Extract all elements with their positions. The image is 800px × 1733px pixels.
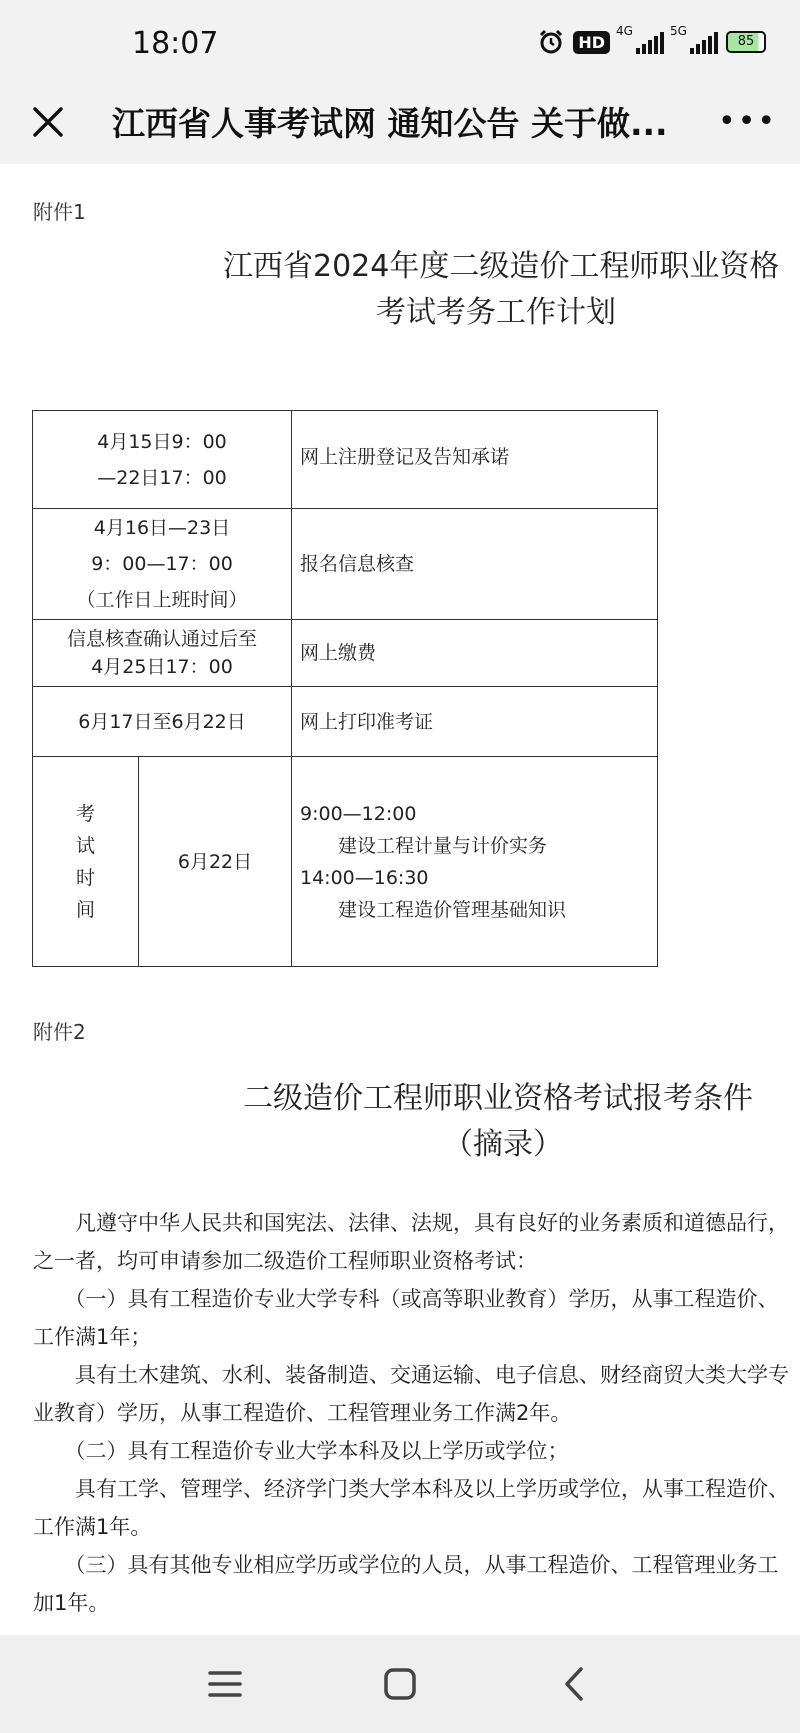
article-content[interactable]: [0, 164, 800, 1635]
alarm-icon: [537, 28, 565, 56]
paragraph-line: 业教育）学历，从事工程造价、工程管理业务工作满2年。: [33, 1401, 572, 1425]
paragraph-line: 工作满1年。: [33, 1515, 152, 1539]
paragraph-line: 工作满1年；: [33, 1325, 152, 1349]
status-time: 18:07: [132, 26, 219, 61]
exam-time-label-cell: [33, 757, 139, 967]
schedule-time-cell: [33, 687, 292, 757]
exam-date-cell: 6月22日: [139, 757, 292, 967]
exam-session-time: 14:00—16:30: [300, 866, 429, 889]
time-line: 4月15日9：00: [97, 430, 227, 453]
table-row: [33, 757, 658, 967]
schedule-time-cell: [33, 509, 292, 620]
schedule-task-cell: 网上注册登记及告知承诺: [292, 411, 658, 509]
system-nav-bar: [0, 1635, 800, 1733]
attachment-1-title-line2: 考试考务工作计划: [376, 295, 616, 330]
home-button[interactable]: [370, 1659, 430, 1709]
schedule-task-cell: 网上打印准考证: [292, 687, 658, 757]
paragraph-line: 加1年。: [33, 1591, 110, 1615]
exam-label-char: 间: [75, 898, 95, 921]
time-line: —22日17：00: [97, 466, 227, 489]
schedule-time-cell: [33, 411, 292, 509]
page-title: 江西省人事考试网 通知公告 关于做...: [112, 104, 668, 143]
top-nav-bar: [0, 80, 800, 164]
table-row: [33, 687, 658, 757]
exam-session-subject: 建设工程计量与计价实务: [338, 834, 548, 857]
schedule-task-cell: 网上缴费: [292, 620, 658, 687]
back-icon: [545, 1659, 605, 1709]
exam-session-subject: 建设工程造价管理基础知识: [338, 898, 567, 921]
paragraph-line: （三）具有其他专业相应学历或学位的人员，从事工程造价、工程管理业务工: [33, 1553, 779, 1577]
time-line: （工作日上班时间）: [76, 589, 248, 611]
exam-sessions-cell: [292, 757, 658, 967]
attachment-2-title-line2: （摘录）: [443, 1127, 563, 1162]
paragraph-line: 具有工学、管理学、经济学门类大学本科及以上学历或学位，从事工程造价、: [33, 1477, 789, 1501]
menu-button[interactable]: [195, 1659, 255, 1709]
exam-schedule-table: [32, 410, 658, 967]
requirements-text: [33, 1204, 800, 1622]
attachment-1-title-line1: 江西省2024年度二级造价工程师职业资格: [223, 249, 780, 284]
paragraph-line: （二）具有工程造价专业大学本科及以上学历或学位；: [33, 1439, 569, 1463]
signal-icon-2: [670, 24, 718, 54]
time-line: 信息核查确认通过后至: [66, 628, 257, 650]
attachment-1-label: 附件1: [33, 200, 86, 224]
close-icon: [22, 96, 74, 148]
status-bar: [0, 0, 800, 80]
hd-badge: HD: [573, 31, 610, 54]
close-button[interactable]: [22, 96, 74, 148]
paragraph-line: 之一者，均可申请参加二级造价工程师职业资格考试：: [33, 1249, 537, 1273]
paragraph-line: 具有土木建筑、水利、装备制造、交通运输、电子信息、财经商贸大类大学专: [33, 1363, 789, 1387]
paragraph-line: 凡遵守中华人民共和国宪法、法律、法规，具有良好的业务素质和道德品行，: [33, 1211, 789, 1235]
status-icons: [537, 24, 766, 56]
more-button[interactable]: •••: [718, 104, 778, 139]
back-button[interactable]: [545, 1659, 605, 1709]
exam-label-char: 考: [75, 802, 95, 825]
network-4g-label: 4G: [616, 24, 633, 38]
schedule-time-cell: [33, 620, 292, 687]
schedule-task-cell: 报名信息核查: [292, 509, 658, 620]
battery-icon: 85: [726, 31, 766, 53]
time-line: 6月17日至6月22日: [78, 710, 246, 733]
network-5g-label: 5G: [670, 24, 687, 38]
paragraph-line: （一）具有工程造价专业大学专科（或高等职业教育）学历，从事工程造价、: [33, 1287, 779, 1311]
attachment-2-label: 附件2: [33, 1020, 86, 1044]
attachment-2-title-line1: 二级造价工程师职业资格考试报考条件: [243, 1081, 753, 1116]
table-row: [33, 411, 658, 509]
time-line: 4月16日—23日: [93, 517, 231, 539]
exam-label-char: 时: [75, 866, 95, 889]
signal-icon: [616, 24, 664, 54]
time-line: 9：00—17：00: [91, 553, 233, 575]
exam-session-time: 9:00—12:00: [300, 802, 417, 825]
menu-icon: [195, 1659, 255, 1709]
home-icon: [370, 1659, 430, 1709]
table-row: [33, 620, 658, 687]
time-line: 4月25日17：00: [91, 656, 233, 678]
exam-label-char: 试: [75, 834, 95, 857]
table-row: [33, 509, 658, 620]
